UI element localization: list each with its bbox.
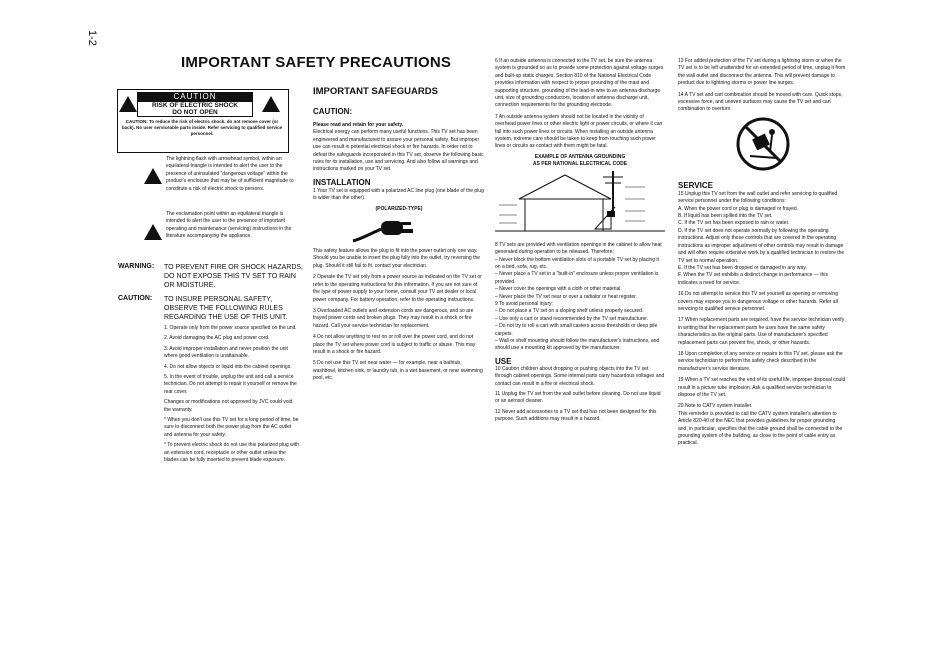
antenna-diagram-title-2: AS PER NATIONAL ELECTRICAL CODE [532,161,628,168]
caution-caption: CAUTION: To reduce the risk of electric shock. do not remove cover (or back). No user serviceable parts inside. Refer servicing to qualified service personnel. [121,119,283,136]
safeguard-item-5: 5 Do not use this TV set near water — for example, near a bathtub, washbowl, kitchen sink, or laundry tub, in a wet basement, or near swimming pool, etc. [313,360,483,382]
safeguard-item-14: 14 A TV set and cart combination should be moved with care. Quick stops, excessive force, and uneven surfaces may cause the TV set and cart combination to overturn. [678,91,843,113]
shock-warning [137,101,253,117]
safeguard-item-1: 1 Your TV set is equipped with a polarized AC line plug (one blade of the plug is wider than the other). [313,187,484,202]
safeguard-item-10: 10 Caution children about dropping or pushing objects into the TV set through cabinet openings. Some internal parts carry hazardous voltages and contact can result in a fire or electrical shock. [495,365,665,387]
safeguard-item-7: 7 An outside antenna system should not be located in the vicinity of overhead power lines or other electric light or power circuits, or where it can fall into such power lines or circuits. When installing an outside antenna system, extreme care should be taken to keep from touching such power lines or circuits as contact with them might be fatal. [495,113,663,150]
item15-condition: C. If the TV set has been exposed to rain or water. [678,220,790,227]
page-number: 1-2 [86,30,98,46]
safeguard-item-18: 18 Upon completion of any service or repairs to this TV set, please ask the service technician to perform the safety check described in the manufacturer's service literature. [678,350,843,372]
safeguard-item-11: 11 Unplug the TV set from the wall outlet before cleaning. Do not use liquid or an aerosol cleaner. [495,391,661,405]
lightning-text: The lightning flash with arrowhead symbol, within an equilateral triangle is intended to alert the user to the presence of uninsulated "dangerous voltage" within the product's enclosure that may be of sufficient magnitude to constitute a risk of electric shock to persons. [166,156,294,192]
warning-text: TO PREVENT FIRE OR SHOCK HAZARDS, DO NOT EXPOSE THIS TV SET TO RAIN OR MOISTURE. [164,264,303,289]
item15-condition: B. If liquid has been spilled into the TV set. [678,213,773,220]
item9-bullet: – Wall or shelf mounting should follow the manufacturer's instructions, and should use a mounting kit approved by the manufacturer. [495,337,660,352]
safeguard-item-15: 15 Unplug this TV set from the wall outlet and refer servicing to qualified service personnel under the following conditions: [678,190,838,205]
caution-note: * To prevent electric shock do not use this polarized plug with an extension cord, receptacle or other outlet unless the blades can be fully inserted to prevent blade exposure. [164,442,299,464]
item8-bullet: – Never place the TV set near or over a radiator or heat register. [495,293,637,300]
safeguards-column-3 [495,58,665,424]
shock-warning-line1: RISK OF ELECTRIC SHOCK [152,102,238,109]
caution-banner: CAUTION [137,92,253,101]
safeguard-item-19: 19 When a TV set reaches the end of its useful life, improper disposal could result in a picture tube implosion. Ask a qualified service technician to dispose of the TV set. [678,377,846,398]
item15-condition: D. If the TV set does not operate normally by following the operating instructions. Adjust only those controls that are covered in the operating instructions as improper adjustment of other controls may result in damage and will often require extensive work by a qualified technician to restore the TV set to normal operation. [678,227,845,264]
warning-label: WARNING: [118,263,155,270]
safeguard-item-13: 13 For added protection of the TV set during a lightning storm or when the TV set is to be left unattended for an extended period of time, unplug it from the wall outlet and disconnect the antenna. This will prevent damage to product due to lightning storms or power line surges. [678,58,846,87]
cart-overturn-warning-icon [678,116,846,172]
antenna-diagram-title-1: EXAMPLE OF ANTENNA GROUNDING [534,153,626,160]
safeguard-item-20: 20 Note to CATV system installer. [678,403,753,410]
plug-text: This safety feature allows the plug to fit into the power outlet only one way. Should you be unable to insert the plug fully into the outlet, try reversing the plug. Should it still fail to fit, contact your electrician. [313,248,481,269]
item8-bullet: – Never cover the openings with a cloth or other material. [495,286,622,293]
use-heading: USE [495,356,512,366]
service-heading: SERVICE [678,180,713,190]
safeguard-item-17: 17 When replacement parts are required, have the service technician verify in writing that the replacement parts he uses have the same safety characteristics as the original parts. Use of manufacturer's specified replacement parts can prevent fire, shock, or other hazards. [678,317,845,346]
exclamation-triangle-icon [262,96,280,112]
caution-text: TO INSURE PERSONAL SAFETY, OBSERVE THE FOLLOWING RULES REGARDING THE USE OF THIS UNIT. [164,296,288,321]
safeguard-item-4: 4 Do not allow anything to rest on or roll over the power cord, and do not place the TV set where power cord is subject to traffic or abuse. This may result in a shock or fire hazard. [313,334,476,355]
read-retain-heading: Please read and retain for your safety. [313,122,404,128]
exclamation-text: The exclamation point within an equilateral triangle is intended to alert the user to the presence of important operating and maintenance (servicing) instructions in the literature accompanying the appliance. [166,211,292,240]
exclamation-symbol-icon [144,224,162,240]
safeguard-item-6: 6 If an outside antenna is connected to the TV set, be sure the antenna system is grounded so as to provide some protection against voltage surges and built-up static charges. Section 810 of the National Electrical Code provides information with respect to proper grounding of the mast and supporting structure, grounding of the lead-in wire to an antenna discharge unit, size of grounding conductors, location of antenna discharge unit, connection requirements for the grounding electrode. [495,58,664,109]
polarized-plug-icon [313,215,485,243]
caution-list [164,325,300,468]
lightning-symbol-icon [144,168,162,184]
item8-bullet: – Never place a TV set in a "built-in" enclosure unless proper ventilation is provided. [495,271,659,285]
safeguards-column [313,86,485,383]
item9-bullet: – Do not try to roll a cart with small casters across thresholds or deep pile carpets. [495,323,658,337]
safeguard-item-9: 9 To avoid personal injury: [495,300,553,307]
safeguards-intro: Electrical energy can perform many useful functions. This TV set has been engineered and manufactured to assure your personal safety. But improper use can result in potential electrical shock or fire hazards. In order not to defeat the safeguards incorporated in this TV set, observe the following basic rules for its installation, use and servicing. And also follow all warnings and instructions marked on your TV set. [313,129,484,173]
item15-condition: F. When the TV set exhibits a distinct change in performance — this indicates a need for service. [678,272,828,286]
item9-bullet: – Use only a cart or stand recommended by the TV set manufacturer. [495,315,649,322]
safeguard-item-12: 12 Never add accessories to a TV set that has not been designed for this purpose. Such additions may result in a hazard. [495,408,657,423]
safeguards-title: IMPORTANT SAFEGUARDS [313,86,438,97]
installation-heading: INSTALLATION [313,177,371,187]
shock-warning-line2: DO NOT OPEN [172,109,218,116]
safeguards-caution-heading: CAUTION: [313,107,353,116]
caution-item: 4. Do not allow objects or liquid into the cabinet openings. [164,363,292,370]
safeguard-item-3: 3 Overloaded AC outlets and extension cords are dangerous, and so are frayed power cords and broken plugs. They may result in a shock or fire hazard. Call your service technician for replacement. [313,307,474,329]
caution-item: 3. Avoid improper installation and never position the unit where good ventilation is unattainable. [164,345,288,360]
caution-item: 1. Operate only from the power source specified on the unit. [164,325,297,331]
item9-bullet: – Do not place a TV set on a sloping shelf unless properly secured. [495,308,644,315]
page-title: IMPORTANT SAFETY PRECAUTIONS [181,54,452,71]
item15-condition: E. If the TV set has been dropped or damaged in any way. [678,264,807,271]
item8-bullet: – Never block the bottom ventilation slots of a portable TV set by placing it on a bed, sofa, rug, etc. [495,256,659,270]
plug-label: (POLARIZED-TYPE) [375,205,423,212]
safeguard-item-16: 16 Do not attempt to service this TV set yourself as opening or removing covers may expose you to dangerous voltage or other hazards. Refer all servicing to qualified service personnel. [678,291,838,312]
catv-note-text: This reminder is provided to call the CATV system installer's attention to Article 820-40 of the NEC that provides guidelines for proper grounding and, in particular, specifies that the cable ground shall be connected to the grounding system of the building, as close to the point of cable entry as practical. [678,410,843,447]
lightning-triangle-icon [119,96,137,112]
caution-changes: Changes or modifications not approved by JVC could void the warranty. [164,399,293,413]
caution-item: 5. In the event of trouble, unplug the unit and call a service technician. Do not attempt to repair it yourself or remove the rear cover. [164,374,297,395]
safeguards-column-4 [678,58,846,448]
antenna-grounding-diagram [495,169,665,237]
item15-condition: A. When the power cord or plug is damaged or frayed. [678,205,799,212]
caution-item: 2. Avoid damaging the AC plug and power cord. [164,335,270,342]
caution-label: CAUTION: [118,295,153,302]
safeguard-item-2: 2 Operate the TV set only from a power source as indicated on the TV set or refer to the operating instructions for this information. If you are not sure of the type of power supply to your home, consult your TV set dealer or local power company. For battery operation, refer to the operating instructions. [313,274,482,303]
safeguard-item-8: 8 TV sets are provided with ventilation openings in the cabinet to allow heat generated during operation to be released. Therefore: [495,241,662,256]
caution-note: * When you don't use this TV set for a long period of time, be sure to disconnect both the power plug from the AC outlet and antenna for your safety. [164,417,299,438]
